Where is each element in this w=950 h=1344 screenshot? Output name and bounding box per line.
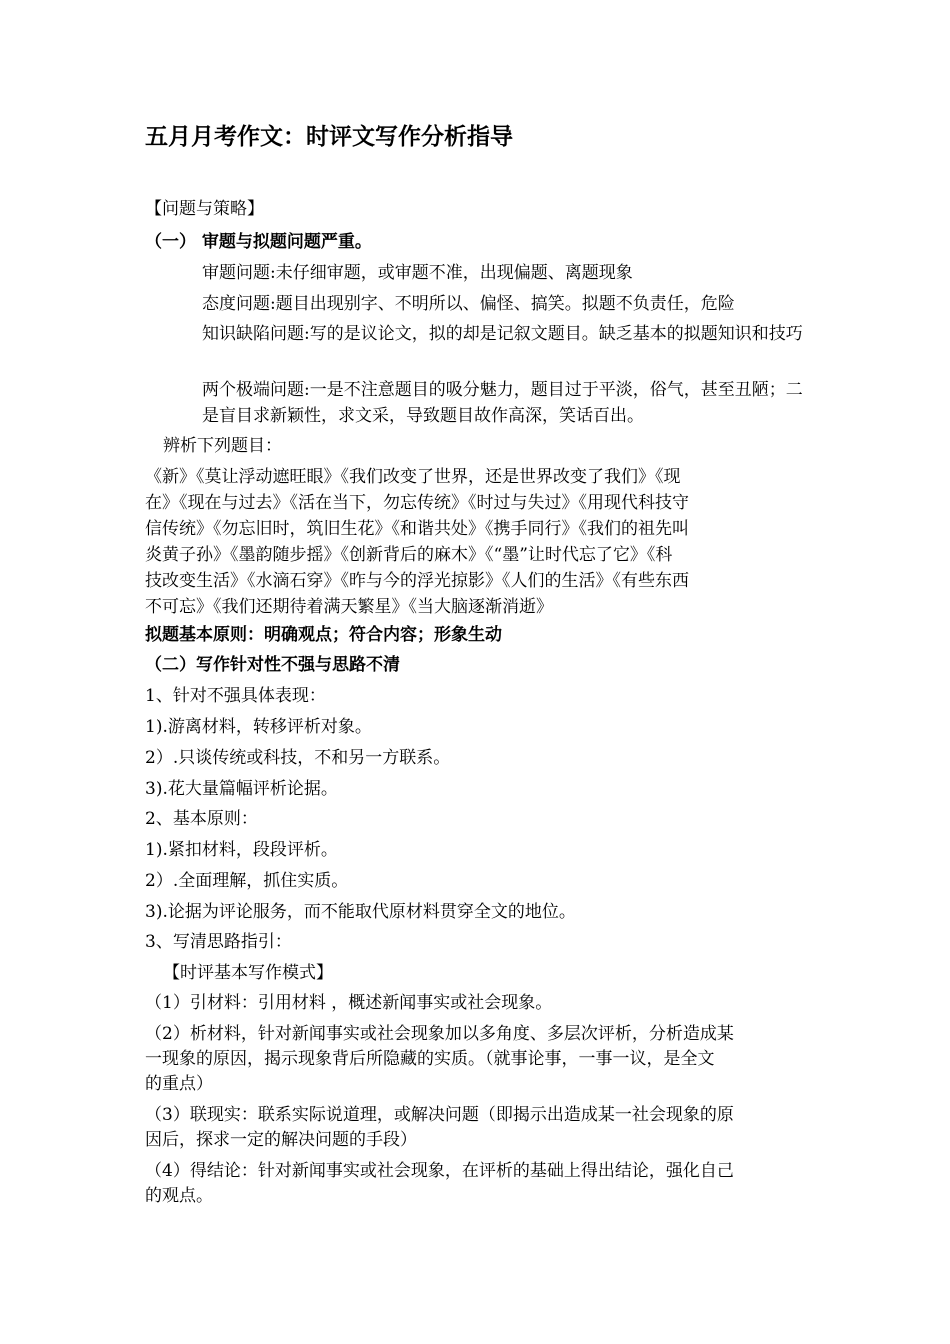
- step-line: （1）引材料：引用材料 ，概述新闻事实或社会现象。: [145, 993, 553, 1013]
- titles-line: 《新》《莫让浮动遮旺眼》《我们改变了世界，还是世界改变了我们》《现: [145, 467, 681, 487]
- titles-line: 在》《现在与过去》《活在当下，勿忘传统》《时过与失过》《用现代科技守: [145, 493, 689, 513]
- analyze-label: 辨析下列题目：: [163, 436, 282, 456]
- part2-line: 3).花大量篇幅评析论据。: [145, 779, 338, 799]
- step-line: 因后，探求一定的解决问题的手段）: [145, 1130, 417, 1150]
- step-line: （4）得结论：针对新闻事实或社会现象，在评析的基础上得出结论，强化自己: [145, 1161, 734, 1181]
- step-line: （3）联现实：联系实际说道理，或解决问题（即揭示出造成某一社会现象的原: [145, 1105, 734, 1125]
- step-line: 的观点。: [145, 1186, 213, 1206]
- titles-line: 不可忘》《我们还期待着满天繁星》《当大脑逐渐消逝》: [145, 597, 553, 617]
- titles-line: 信传统》《勿忘旧时，筑旧生花》《和谐共处》《携手同行》《我们的祖先叫: [145, 519, 689, 539]
- title-principle: 拟题基本原则：明确观点；符合内容；形象生动: [145, 625, 502, 645]
- problem-item: 两个极端问题:一是不注意题目的吸分魅力，题目过于平淡，俗气，甚至丑陋；二是盲目求新颖性，求文采，导致题目故作高深，笑话百出。: [202, 380, 803, 426]
- part2-heading: （二）写作针对性不强与思路不清: [145, 655, 400, 675]
- part2-line: 2、基本原则：: [145, 809, 258, 829]
- part2-line: 2）.全面理解，抓住实质。: [145, 871, 349, 891]
- part2-line: 3).论据为评论服务，而不能取代原材料贯穿全文的地位。: [145, 902, 576, 922]
- titles-line: 技改变生活》《水滴石穿》《昨与今的浮光掠影》《人们的生活》《有些东西: [145, 571, 689, 591]
- mode-header: 【时评基本写作模式】: [163, 963, 333, 983]
- part2-line: 1).游离材料，转移评析对象。: [145, 717, 372, 737]
- step-line: 的重点）: [145, 1074, 213, 1094]
- step-line: 一现象的原因，揭示现象背后所隐藏的实质。（就事论事，一事一议，是全文: [145, 1049, 715, 1069]
- part2-line: 3、写清思路指引：: [145, 932, 292, 952]
- document-title: 五月月考作文：时评文写作分析指导: [145, 123, 513, 150]
- problem-item: 态度问题:题目出现别字、不明所以、偏怪、搞笑。拟题不负责任，危险: [202, 294, 735, 314]
- problem-item: 审题问题:未仔细审题，或审题不准，出现偏题、离题现象: [202, 263, 633, 283]
- step-line: （2）析材料，针对新闻事实或社会现象加以多角度、多层次评析，分析造成某: [145, 1024, 734, 1044]
- part2-line: 1、针对不强具体表现：: [145, 686, 326, 706]
- part2-line: 1).紧扣材料，段段评析。: [145, 840, 338, 860]
- section-header: 【问题与策略】: [145, 199, 264, 219]
- titles-line: 炎黄子孙》《墨韵随步摇》《创新背后的麻木》《“墨”让时代忘了它》《科: [145, 545, 673, 565]
- problem-item: 知识缺陷问题:写的是议论文，拟的却是记叙文题目。缺乏基本的拟题知识和技巧: [202, 324, 803, 344]
- part1-heading: （一） 审题与拟题问题严重。: [145, 232, 372, 252]
- part2-line: 2）.只谈传统或科技，不和另一方联系。: [145, 748, 451, 768]
